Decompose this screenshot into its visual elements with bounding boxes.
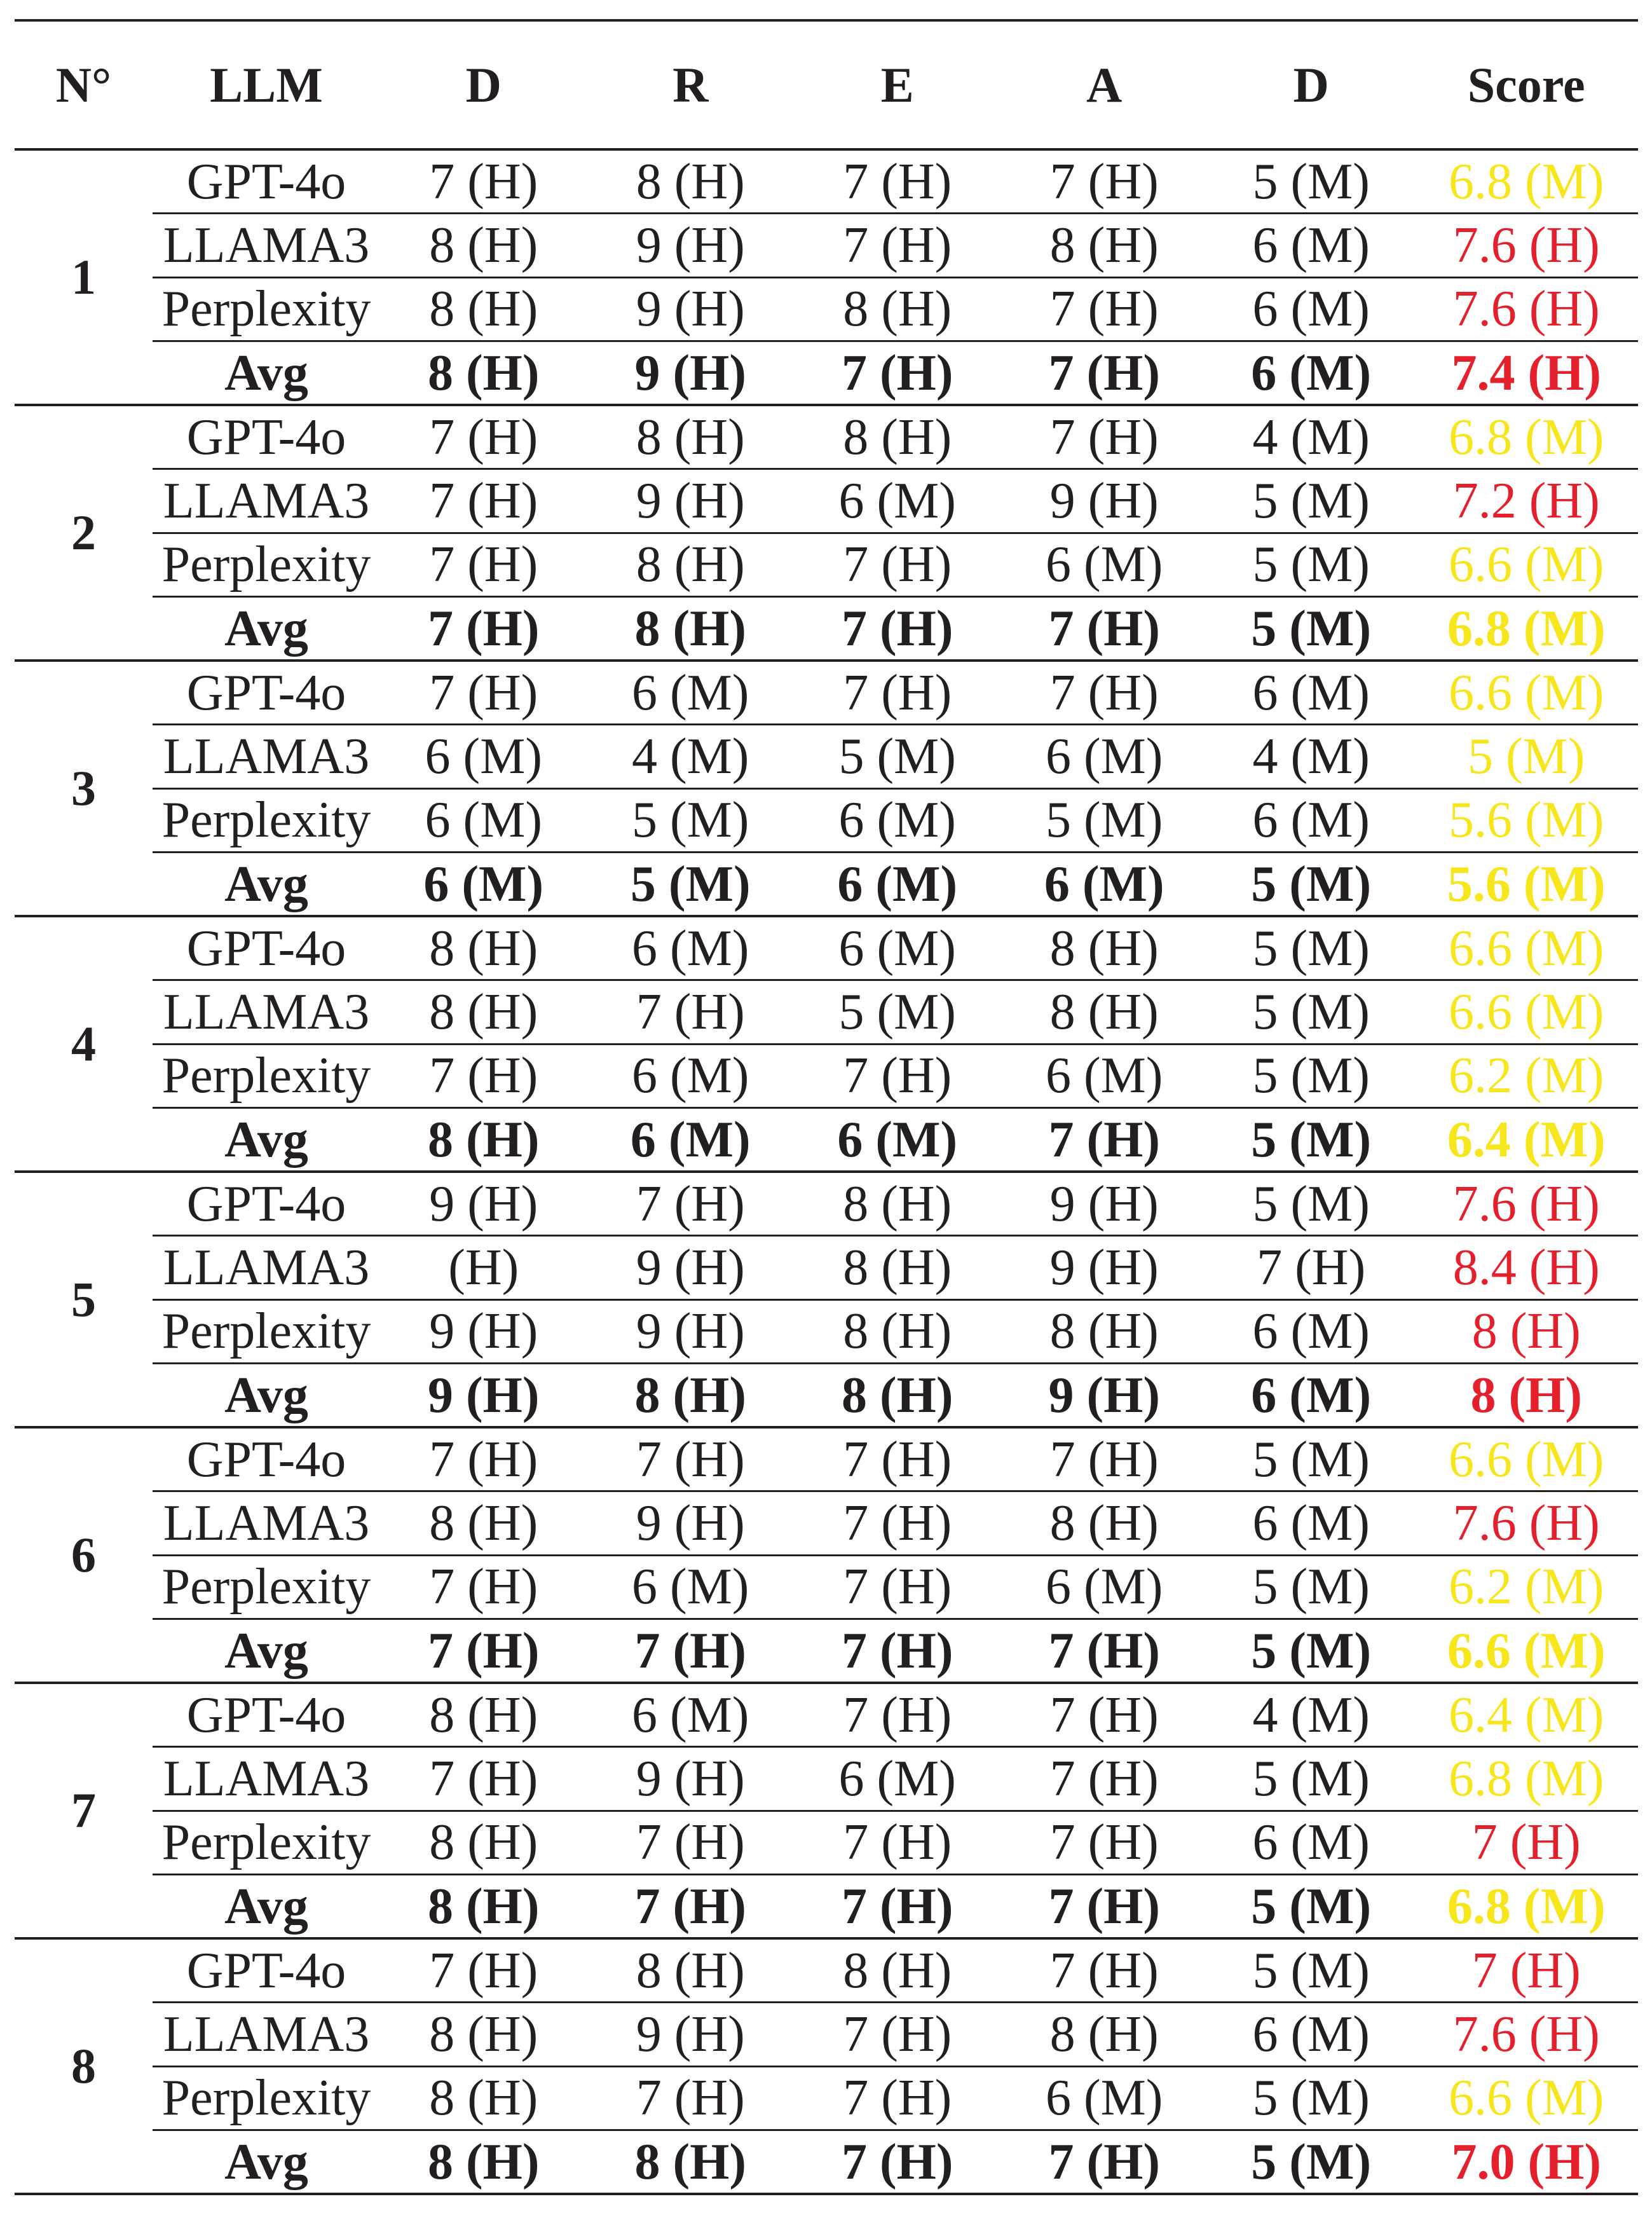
- metric-d2: 5 (M): [1208, 469, 1414, 533]
- score-value: 7 (H): [1414, 1938, 1638, 2003]
- score-value: 7.6 (H): [1414, 277, 1638, 341]
- metric-d1: 8 (H): [380, 277, 587, 341]
- metric-d1: 8 (H): [380, 980, 587, 1045]
- metric-r: 6 (M): [587, 1555, 794, 1619]
- metric-a: 8 (H): [1000, 916, 1207, 980]
- llm-name: Avg: [153, 853, 380, 917]
- metric-a: 7 (H): [1000, 1811, 1207, 1875]
- metric-d2: 6 (M): [1208, 277, 1414, 341]
- score-value: 6.8 (M): [1414, 1747, 1638, 1811]
- score-value: 7.6 (H): [1414, 2003, 1638, 2067]
- group-number: 4: [15, 916, 153, 1172]
- metric-d2: 4 (M): [1208, 405, 1414, 469]
- metric-r: 6 (M): [587, 1683, 794, 1747]
- llm-name: Perplexity: [153, 533, 380, 597]
- metric-d1: 9 (H): [380, 1172, 587, 1236]
- metric-r: 8 (H): [587, 149, 794, 214]
- table-row: [15, 1555, 1638, 1619]
- header-d1: D: [465, 57, 502, 113]
- metric-d2: 6 (M): [1208, 341, 1414, 406]
- table-row: [15, 2003, 1638, 2067]
- table-row: [15, 1427, 1638, 1491]
- metric-e: 7 (H): [794, 661, 1000, 725]
- metric-r: 6 (M): [587, 916, 794, 980]
- metric-d1: 8 (H): [380, 2003, 587, 2067]
- score-value: 7.6 (H): [1414, 214, 1638, 278]
- metric-d1: 8 (H): [380, 341, 587, 406]
- metric-e: 7 (H): [794, 149, 1000, 214]
- metric-r: 8 (H): [587, 1364, 794, 1428]
- metric-d2: 5 (M): [1208, 2130, 1414, 2195]
- metric-e: 6 (M): [794, 469, 1000, 533]
- llm-name: GPT-4o: [153, 1172, 380, 1236]
- metric-d2: 5 (M): [1208, 2066, 1414, 2130]
- metric-r: 5 (M): [587, 788, 794, 853]
- metric-r: 8 (H): [587, 1938, 794, 2003]
- metric-d1: 7 (H): [380, 597, 587, 661]
- llm-name: LLAMA3: [153, 725, 380, 789]
- metric-e: 5 (M): [794, 980, 1000, 1045]
- metric-e: 7 (H): [794, 1044, 1000, 1108]
- metric-a: 7 (H): [1000, 1108, 1207, 1172]
- metric-d1: 8 (H): [380, 2130, 587, 2195]
- metric-a: 6 (M): [1000, 1555, 1207, 1619]
- metric-a: 7 (H): [1000, 149, 1207, 214]
- metric-r: 9 (H): [587, 1299, 794, 1364]
- llm-name: Avg: [153, 1875, 380, 1939]
- table-row: [15, 1747, 1638, 1811]
- metric-e: 7 (H): [794, 1875, 1000, 1939]
- header-e: E: [880, 57, 914, 113]
- score-value: 6.2 (M): [1414, 1555, 1638, 1619]
- metric-a: 6 (M): [1000, 853, 1207, 917]
- score-value: 8.4 (H): [1414, 1236, 1638, 1300]
- avg-row: [15, 2130, 1638, 2195]
- metric-d1: 7 (H): [380, 469, 587, 533]
- metric-a: 7 (H): [1000, 1427, 1207, 1491]
- llm-name: LLAMA3: [153, 2003, 380, 2067]
- llm-name: LLAMA3: [153, 1236, 380, 1300]
- metric-e: 7 (H): [794, 341, 1000, 406]
- metric-r: 8 (H): [587, 597, 794, 661]
- score-value: 6.4 (M): [1414, 1108, 1638, 1172]
- metric-d1: 8 (H): [380, 916, 587, 980]
- score-value: 6.6 (M): [1414, 1619, 1638, 1683]
- metric-r: 7 (H): [587, 1811, 794, 1875]
- metric-e: 6 (M): [794, 788, 1000, 853]
- metric-r: 9 (H): [587, 341, 794, 406]
- metric-d1: 6 (M): [380, 788, 587, 853]
- metric-d2: 5 (M): [1208, 533, 1414, 597]
- metric-e: 7 (H): [794, 1683, 1000, 1747]
- table-row: [15, 149, 1638, 214]
- score-value: 7.4 (H): [1414, 341, 1638, 406]
- metric-r: 5 (M): [587, 853, 794, 917]
- metric-e: 8 (H): [794, 1236, 1000, 1300]
- metric-d1: 9 (H): [380, 1364, 587, 1428]
- llm-name: GPT-4o: [153, 1938, 380, 2003]
- metric-d1: 8 (H): [380, 1491, 587, 1556]
- metric-a: 7 (H): [1000, 277, 1207, 341]
- llm-name: LLAMA3: [153, 214, 380, 278]
- llm-name: GPT-4o: [153, 405, 380, 469]
- metric-d1: 8 (H): [380, 1683, 587, 1747]
- metric-e: 8 (H): [794, 277, 1000, 341]
- score-value: 6.6 (M): [1414, 916, 1638, 980]
- group-number: 3: [15, 661, 153, 916]
- metric-d2: 5 (M): [1208, 1555, 1414, 1619]
- llm-name: Avg: [153, 1364, 380, 1428]
- table-row: [15, 214, 1638, 278]
- header-row: [15, 20, 1638, 149]
- metric-e: 6 (M): [794, 853, 1000, 917]
- llm-name: LLAMA3: [153, 1491, 380, 1556]
- llm-name: LLAMA3: [153, 1747, 380, 1811]
- metric-a: 7 (H): [1000, 597, 1207, 661]
- metric-d2: 5 (M): [1208, 1619, 1414, 1683]
- metric-d1: 7 (H): [380, 1044, 587, 1108]
- metric-a: 9 (H): [1000, 469, 1207, 533]
- table-row: [15, 1299, 1638, 1364]
- metric-e: 8 (H): [794, 405, 1000, 469]
- metric-d2: 5 (M): [1208, 980, 1414, 1045]
- score-value: 6.6 (M): [1414, 980, 1638, 1045]
- group-number: 6: [15, 1427, 153, 1683]
- score-value: 5 (M): [1414, 725, 1638, 789]
- metric-d1: 7 (H): [380, 661, 587, 725]
- group-number: 8: [15, 1938, 153, 2194]
- metric-a: 7 (H): [1000, 1683, 1207, 1747]
- metric-r: 4 (M): [587, 725, 794, 789]
- metric-r: 7 (H): [587, 1875, 794, 1939]
- metric-d1: 8 (H): [380, 1875, 587, 1939]
- metric-d2: 5 (M): [1208, 149, 1414, 214]
- table-row: [15, 277, 1638, 341]
- score-value: 7.6 (H): [1414, 1172, 1638, 1236]
- metric-r: 9 (H): [587, 214, 794, 278]
- metric-r: 9 (H): [587, 277, 794, 341]
- llm-name: Avg: [153, 1108, 380, 1172]
- metric-r: 9 (H): [587, 2003, 794, 2067]
- llm-name: Perplexity: [153, 1811, 380, 1875]
- metric-a: 7 (H): [1000, 405, 1207, 469]
- metric-e: 7 (H): [794, 214, 1000, 278]
- metric-d2: 6 (M): [1208, 1364, 1414, 1428]
- metric-d1: 8 (H): [380, 1108, 587, 1172]
- metric-r: 7 (H): [587, 1619, 794, 1683]
- metric-r: 7 (H): [587, 1427, 794, 1491]
- llm-name: GPT-4o: [153, 149, 380, 214]
- metric-d2: 6 (M): [1208, 661, 1414, 725]
- metric-e: 7 (H): [794, 1811, 1000, 1875]
- table-row: [15, 916, 1638, 980]
- metric-d1: 7 (H): [380, 149, 587, 214]
- metric-d2: 4 (M): [1208, 1683, 1414, 1747]
- metric-e: 7 (H): [794, 1619, 1000, 1683]
- avg-row: [15, 1875, 1638, 1939]
- metric-a: 9 (H): [1000, 1236, 1207, 1300]
- score-value: 6.4 (M): [1414, 1683, 1638, 1747]
- score-value: 5.6 (M): [1414, 788, 1638, 853]
- metric-a: 8 (H): [1000, 1491, 1207, 1556]
- llm-name: Perplexity: [153, 1299, 380, 1364]
- metric-r: 9 (H): [587, 1747, 794, 1811]
- metric-e: 5 (M): [794, 725, 1000, 789]
- metric-e: 8 (H): [794, 1172, 1000, 1236]
- metric-d2: 5 (M): [1208, 1747, 1414, 1811]
- metric-e: 7 (H): [794, 1491, 1000, 1556]
- metric-a: 8 (H): [1000, 214, 1207, 278]
- llm-name: Perplexity: [153, 1044, 380, 1108]
- score-value: 5.6 (M): [1414, 853, 1638, 917]
- llm-name: GPT-4o: [153, 661, 380, 725]
- metric-d2: 5 (M): [1208, 1108, 1414, 1172]
- table-row: [15, 1236, 1638, 1300]
- score-value: 6.8 (M): [1414, 1875, 1638, 1939]
- metric-d2: 7 (H): [1208, 1236, 1414, 1300]
- table-row: [15, 661, 1638, 725]
- metric-d2: 4 (M): [1208, 725, 1414, 789]
- metric-e: 7 (H): [794, 533, 1000, 597]
- score-value: 6.6 (M): [1414, 533, 1638, 597]
- avg-row: [15, 853, 1638, 917]
- metric-d1: 8 (H): [380, 214, 587, 278]
- header-score: Score: [1467, 57, 1585, 113]
- score-value: 6.8 (M): [1414, 597, 1638, 661]
- metric-e: 6 (M): [794, 1747, 1000, 1811]
- metric-r: 8 (H): [587, 533, 794, 597]
- table-row: [15, 1491, 1638, 1556]
- metric-d2: 6 (M): [1208, 2003, 1414, 2067]
- metric-a: 8 (H): [1000, 1299, 1207, 1364]
- metric-e: 7 (H): [794, 2003, 1000, 2067]
- score-value: 6.2 (M): [1414, 1044, 1638, 1108]
- metric-e: 6 (M): [794, 916, 1000, 980]
- metric-d2: 5 (M): [1208, 1427, 1414, 1491]
- metric-d2: 5 (M): [1208, 1875, 1414, 1939]
- table-row: [15, 1811, 1638, 1875]
- llm-name: Perplexity: [153, 1555, 380, 1619]
- metric-a: 6 (M): [1000, 1044, 1207, 1108]
- llm-name: GPT-4o: [153, 1683, 380, 1747]
- metric-e: 7 (H): [794, 2130, 1000, 2195]
- group-number: 1: [15, 149, 153, 405]
- table-row: [15, 725, 1638, 789]
- metric-r: 6 (M): [587, 1108, 794, 1172]
- table-row: [15, 1172, 1638, 1236]
- llm-name: GPT-4o: [153, 916, 380, 980]
- llm-name: Avg: [153, 1619, 380, 1683]
- llm-name: Perplexity: [153, 277, 380, 341]
- metric-a: 7 (H): [1000, 1619, 1207, 1683]
- metric-e: 8 (H): [794, 1938, 1000, 2003]
- metric-d2: 5 (M): [1208, 916, 1414, 980]
- metric-d2: 5 (M): [1208, 1172, 1414, 1236]
- metric-r: 7 (H): [587, 980, 794, 1045]
- score-value: 7.0 (H): [1414, 2130, 1638, 2195]
- metric-a: 9 (H): [1000, 1364, 1207, 1428]
- llm-name: Avg: [153, 597, 380, 661]
- metric-r: 9 (H): [587, 1236, 794, 1300]
- metric-d2: 5 (M): [1208, 1938, 1414, 2003]
- table-header: [15, 20, 1638, 149]
- metric-a: 6 (M): [1000, 533, 1207, 597]
- metric-d1: 9 (H): [380, 1299, 587, 1364]
- metric-a: 9 (H): [1000, 1172, 1207, 1236]
- metric-a: 7 (H): [1000, 1938, 1207, 2003]
- metric-r: 9 (H): [587, 469, 794, 533]
- metric-d2: 5 (M): [1208, 853, 1414, 917]
- metric-d1: 7 (H): [380, 405, 587, 469]
- metric-a: 7 (H): [1000, 661, 1207, 725]
- score-value: 6.6 (M): [1414, 1427, 1638, 1491]
- metric-e: 7 (H): [794, 1427, 1000, 1491]
- metric-a: 8 (H): [1000, 2003, 1207, 2067]
- llm-name: LLAMA3: [153, 469, 380, 533]
- header-r: R: [672, 57, 709, 113]
- metric-r: 8 (H): [587, 2130, 794, 2195]
- llm-name: Avg: [153, 2130, 380, 2195]
- metric-a: 7 (H): [1000, 2130, 1207, 2195]
- table-row: [15, 1044, 1638, 1108]
- metric-d1: 7 (H): [380, 533, 587, 597]
- metric-d2: 6 (M): [1208, 1811, 1414, 1875]
- avg-row: [15, 341, 1638, 406]
- table-row: [15, 405, 1638, 469]
- metric-d1: 7 (H): [380, 1427, 587, 1491]
- llm-name: Perplexity: [153, 788, 380, 853]
- metric-e: 6 (M): [794, 1108, 1000, 1172]
- metric-r: 9 (H): [587, 1491, 794, 1556]
- table-row: [15, 1683, 1638, 1747]
- avg-row: [15, 597, 1638, 661]
- header-d2: D: [1293, 57, 1329, 113]
- llm-name: Perplexity: [153, 2066, 380, 2130]
- metric-d1: 7 (H): [380, 1747, 587, 1811]
- table-row: [15, 980, 1638, 1045]
- metric-d1: 7 (H): [380, 1555, 587, 1619]
- metric-d1: 6 (M): [380, 725, 587, 789]
- metric-a: 6 (M): [1000, 2066, 1207, 2130]
- metric-a: 7 (H): [1000, 341, 1207, 406]
- metric-r: 6 (M): [587, 661, 794, 725]
- metric-d2: 5 (M): [1208, 597, 1414, 661]
- table-row: [15, 788, 1638, 853]
- avg-row: [15, 1619, 1638, 1683]
- score-value: 6.8 (M): [1414, 149, 1638, 214]
- metric-r: 7 (H): [587, 2066, 794, 2130]
- metric-a: 8 (H): [1000, 980, 1207, 1045]
- header-num: N°: [55, 57, 112, 113]
- table-body: [15, 149, 1638, 2194]
- score-value: 7 (H): [1414, 1811, 1638, 1875]
- metric-d2: 6 (M): [1208, 214, 1414, 278]
- metric-d1: 8 (H): [380, 2066, 587, 2130]
- llm-name: Avg: [153, 341, 380, 406]
- avg-row: [15, 1108, 1638, 1172]
- metric-d1: 8 (H): [380, 1811, 587, 1875]
- score-value: 8 (H): [1414, 1364, 1638, 1428]
- metric-d1: 6 (M): [380, 853, 587, 917]
- avg-row: [15, 1364, 1638, 1428]
- metric-a: 7 (H): [1000, 1875, 1207, 1939]
- score-value: 6.8 (M): [1414, 405, 1638, 469]
- metric-e: 8 (H): [794, 1299, 1000, 1364]
- metric-d2: 6 (M): [1208, 788, 1414, 853]
- group-number: 7: [15, 1683, 153, 1938]
- metric-a: 7 (H): [1000, 1747, 1207, 1811]
- metric-d2: 6 (M): [1208, 1491, 1414, 1556]
- score-value: 6.6 (M): [1414, 2066, 1638, 2130]
- header-llm: LLM: [210, 57, 323, 113]
- table-row: [15, 2066, 1638, 2130]
- group-number: 5: [15, 1172, 153, 1427]
- header-a: A: [1086, 57, 1123, 113]
- metric-e: 7 (H): [794, 597, 1000, 661]
- metric-e: 8 (H): [794, 1364, 1000, 1428]
- metric-e: 7 (H): [794, 1555, 1000, 1619]
- metric-r: 8 (H): [587, 405, 794, 469]
- score-value: 7.6 (H): [1414, 1491, 1638, 1556]
- metric-d2: 6 (M): [1208, 1299, 1414, 1364]
- metric-d1: (H): [380, 1236, 587, 1300]
- metric-r: 7 (H): [587, 1172, 794, 1236]
- metric-e: 7 (H): [794, 2066, 1000, 2130]
- metric-a: 6 (M): [1000, 725, 1207, 789]
- table-row: [15, 1938, 1638, 2003]
- llm-name: LLAMA3: [153, 980, 380, 1045]
- metric-r: 6 (M): [587, 1044, 794, 1108]
- table-row: [15, 469, 1638, 533]
- table-row: [15, 533, 1638, 597]
- score-value: 6.6 (M): [1414, 661, 1638, 725]
- metric-d2: 5 (M): [1208, 1044, 1414, 1108]
- metric-d1: 7 (H): [380, 1619, 587, 1683]
- llm-name: GPT-4o: [153, 1427, 380, 1491]
- results-table-container: [15, 19, 1638, 2195]
- metric-d1: 7 (H): [380, 1938, 587, 2003]
- score-value: 7.2 (H): [1414, 469, 1638, 533]
- group-number: 2: [15, 405, 153, 661]
- results-table: [15, 19, 1638, 2195]
- metric-a: 5 (M): [1000, 788, 1207, 853]
- score-value: 8 (H): [1414, 1299, 1638, 1364]
